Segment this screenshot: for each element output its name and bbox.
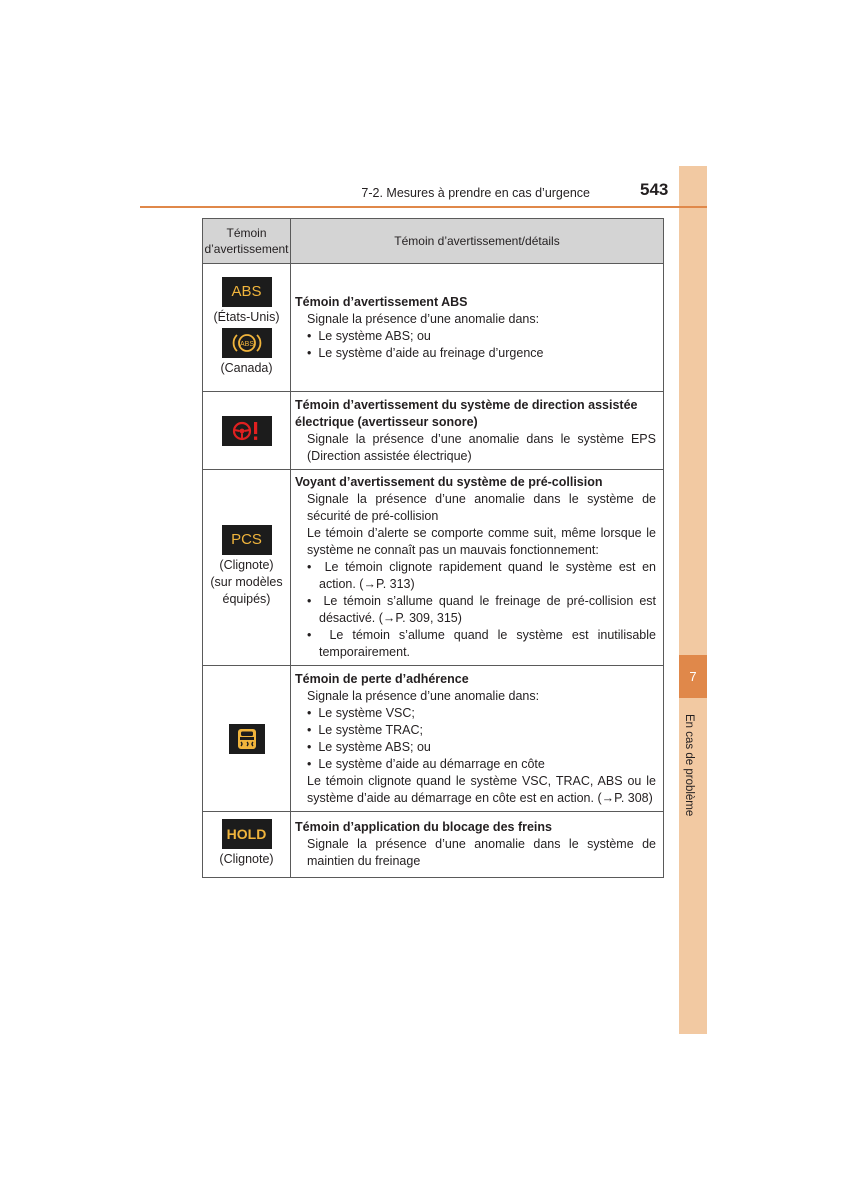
abs-circle-label: ABS bbox=[239, 340, 254, 348]
table-row bbox=[203, 470, 664, 666]
entry-title: Témoin d’avertissement ABS bbox=[295, 294, 468, 309]
lamp-cell bbox=[203, 666, 291, 812]
abs-circle-icon bbox=[222, 328, 272, 358]
col-header-lamp: Témoin d’avertissement bbox=[203, 219, 291, 264]
bullet-item: • Le système ABS; ou bbox=[307, 739, 431, 754]
bullet-item: • Le témoin clignote rapidement quand le système est en action. (→P. 313) bbox=[307, 560, 656, 591]
chapter-number-box: 7 bbox=[679, 655, 707, 698]
lamp-caption: (Clignote) bbox=[219, 852, 274, 866]
lamp-caption: (États-Unis) bbox=[213, 309, 280, 324]
section-title: 7-2. Mesures à prendre en cas d’urgence bbox=[361, 186, 590, 200]
lamp-cell bbox=[203, 264, 291, 392]
table-row bbox=[203, 392, 664, 470]
bullet-item: • Le témoin s’allume quand le système est inutilisable temporairement. bbox=[307, 628, 656, 659]
pcs-text-icon: PCS bbox=[222, 525, 272, 555]
entry-line: Signale la présence d’une anomalie dans le système de maintien du freinage bbox=[307, 837, 656, 868]
side-tab-strip bbox=[679, 166, 707, 1034]
lamp-caption: (sur modèles équipés) bbox=[210, 575, 283, 606]
table-row bbox=[203, 264, 664, 392]
bullet-item: • Le système d’aide au démarrage en côte bbox=[307, 756, 545, 771]
entry-title: Voyant d’avertissement du système de pré-collision bbox=[295, 475, 603, 489]
bullet-item: • Le système ABS; ou bbox=[307, 328, 431, 343]
description-cell bbox=[291, 470, 664, 666]
steering-warning-icon bbox=[222, 416, 272, 446]
entry-title: Témoin de perte d’adhérence bbox=[295, 671, 469, 686]
entry-line: Signale la présence d’une anomalie dans le système EPS (Direction assistée électrique) bbox=[307, 431, 656, 463]
table-row bbox=[203, 666, 664, 812]
lamp-cell bbox=[203, 392, 291, 470]
entry-line: Le témoin clignote quand le système VSC, TRAC, ABS ou le système d’aide au démarrage en côte est en action. (→P. 308) bbox=[307, 773, 656, 805]
page-number: 543 bbox=[640, 180, 669, 199]
slip-indicator-icon bbox=[229, 724, 265, 754]
description-cell bbox=[291, 812, 664, 878]
entry-title: Témoin d’application du blocage des freins bbox=[295, 820, 552, 834]
description-cell bbox=[291, 666, 664, 812]
description-cell bbox=[291, 392, 664, 470]
table-header-row bbox=[203, 219, 664, 264]
col-header-details: Témoin d’avertissement/détails bbox=[291, 219, 664, 264]
entry-line: Le témoin d’alerte se comporte comme suit, même lorsque le système ne connaît pas un mauvais fonctionnement: bbox=[307, 526, 656, 557]
lamp-caption: (Canada) bbox=[220, 360, 273, 375]
bullet-item: • Le système VSC; bbox=[307, 705, 415, 720]
lamp-caption: (Clignote) bbox=[219, 558, 274, 572]
abs-text-icon: ABS bbox=[222, 277, 272, 307]
header-rule bbox=[140, 206, 707, 208]
hold-text-icon: HOLD bbox=[222, 819, 272, 849]
bullet-item: • Le système TRAC; bbox=[307, 722, 423, 737]
lamp-cell bbox=[203, 812, 291, 878]
bullet-item: • Le témoin s’allume quand le freinage de pré-collision est désactivé. (→P. 309, 315) bbox=[307, 594, 656, 625]
description-cell bbox=[291, 264, 664, 392]
bullet-item: • Le système d’aide au freinage d’urgence bbox=[307, 345, 544, 360]
entry-line: Signale la présence d’une anomalie dans le système de sécurité de pré-collision bbox=[307, 492, 656, 523]
entry-title: Témoin d’avertissement du système de direction assistée électrique (avertisseur sonore) bbox=[295, 397, 638, 429]
lamp-cell bbox=[203, 470, 291, 666]
entry-line: Signale la présence d’une anomalie dans: bbox=[307, 311, 540, 326]
entry-line: Signale la présence d’une anomalie dans: bbox=[307, 688, 540, 703]
chapter-label: En cas de problème bbox=[683, 714, 695, 817]
warning-lights-table bbox=[202, 218, 664, 878]
table-row bbox=[203, 812, 664, 878]
